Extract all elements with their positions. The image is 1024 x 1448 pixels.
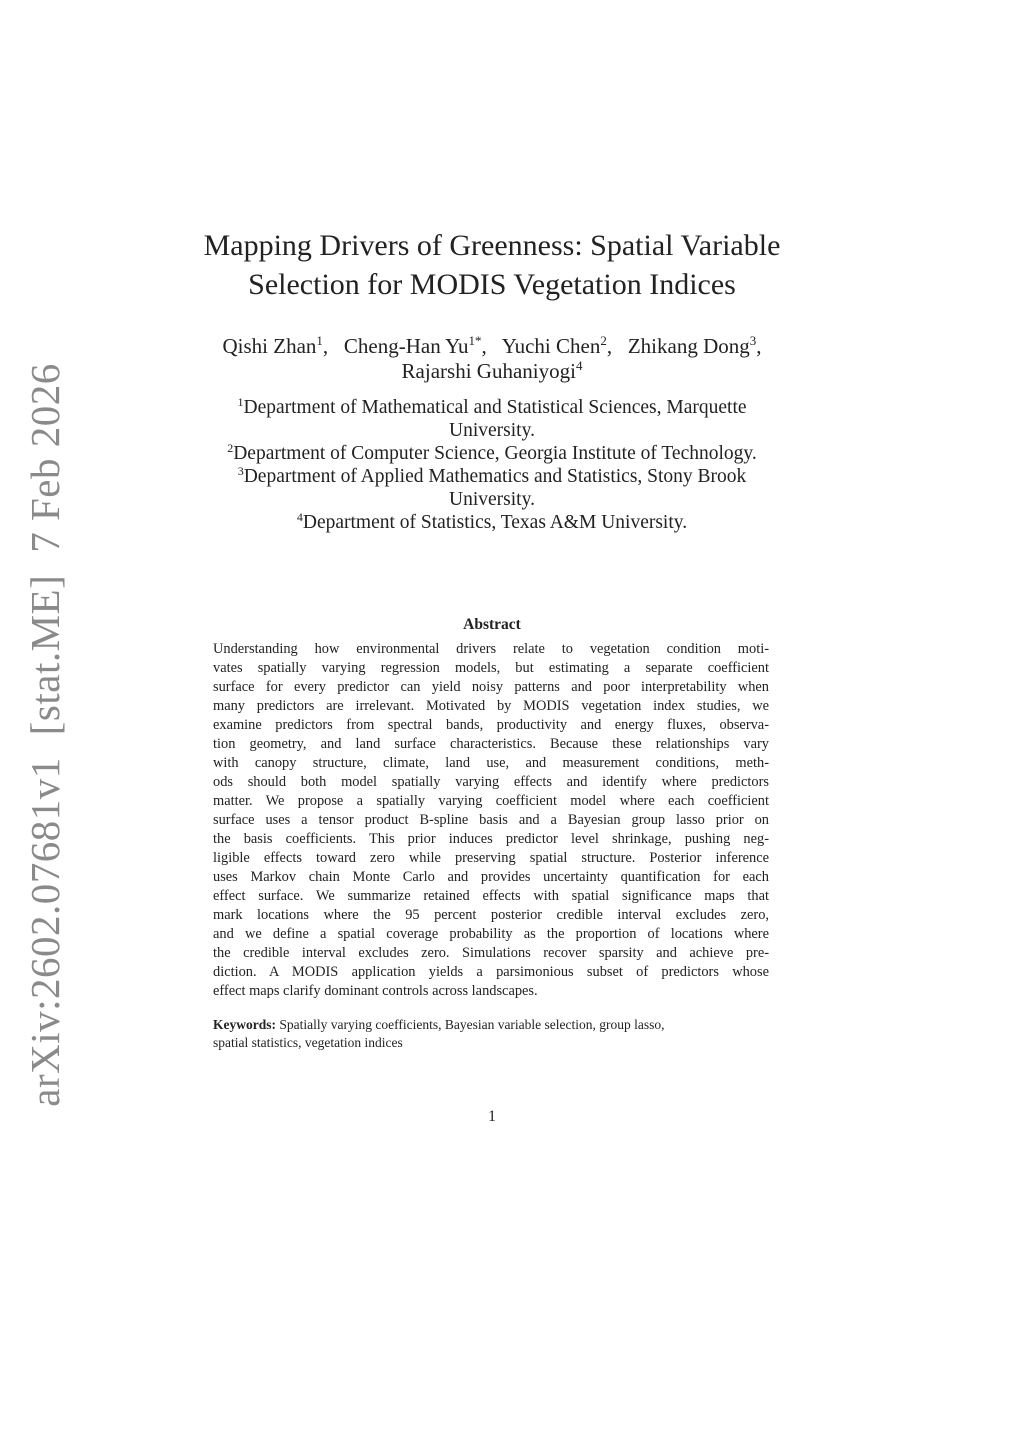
arxiv-stamp xyxy=(21,363,69,1107)
abstract-line: matter. We propose a spatially varying coefficient model where each coefficient xyxy=(213,793,769,809)
abstract-line: the basis coefficients. This prior induces predictor level shrinkage, pushing neg- xyxy=(213,831,769,847)
arxiv-category: [stat.ME] xyxy=(22,574,68,736)
abstract-line: with canopy structure, climate, land use, and measurement conditions, meth- xyxy=(213,755,769,771)
author-separator: , xyxy=(606,334,613,358)
abstract-line: effect surface. We summarize retained effects with spatial significance maps that xyxy=(213,888,769,904)
author-separator: , xyxy=(481,334,487,358)
author-marker: 4 xyxy=(575,358,583,373)
affiliation-marker: 3 xyxy=(237,464,244,478)
arxiv-date: 7 Feb 2026 xyxy=(22,363,68,553)
affiliation-text: Department of Mathematical and Statistical Sciences, Marquette xyxy=(243,397,747,418)
author-name: Zhikang Dong xyxy=(627,334,750,358)
author-name: Qishi Zhan xyxy=(222,334,317,358)
abstract-line: many predictors are irrelevant. Motivated by MODIS vegetation index studies, we xyxy=(213,698,769,714)
author-marker: 3 xyxy=(749,333,757,348)
keywords-line: spatial statistics, vegetation indices xyxy=(213,1035,403,1050)
abstract-line: surface uses a tensor product B-spline basis and a Bayesian group lasso prior on xyxy=(213,812,769,828)
affiliation-marker: 1 xyxy=(237,395,244,409)
affiliation-text: Department of Applied Mathematics and Statistics, Stony Brook xyxy=(243,466,747,487)
paper-title xyxy=(192,226,792,304)
author-line xyxy=(192,359,792,384)
author-name: Yuchi Chen xyxy=(501,334,601,358)
affiliation-marker: 2 xyxy=(227,441,234,455)
author-separator: , xyxy=(322,334,329,358)
author-marker: 1 xyxy=(316,333,323,348)
affiliation xyxy=(192,511,792,534)
affiliation-continuation: University. xyxy=(449,489,535,510)
abstract-line: surface for every predictor can yield noisy patterns and poor interpretability when xyxy=(213,679,769,695)
affiliation xyxy=(192,465,792,488)
affiliation xyxy=(192,442,792,465)
abstract-line: tion geometry, and land surface characteristics. Because these relationships vary xyxy=(213,736,769,752)
page-number: 1 xyxy=(488,1108,496,1125)
abstract-heading: Abstract xyxy=(463,616,521,633)
title-line: Selection for MODIS Vegetation Indices xyxy=(248,268,736,301)
title-line: Mapping Drivers of Greenness: Spatial Variable xyxy=(203,229,781,262)
author-marker: 1* xyxy=(468,333,482,348)
author xyxy=(223,334,329,358)
abstract-line: ods should both model spatially varying effects and identify where predictors xyxy=(213,774,769,790)
keywords-text: Spatially varying coefficients, Bayesian variable selection, group lasso, xyxy=(279,1017,665,1032)
affiliation-continuation: University. xyxy=(449,420,535,441)
affiliation-list xyxy=(192,396,792,534)
affiliation xyxy=(192,396,792,419)
abstract-line: ligible effects toward zero while preserving spatial structure. Posterior inference xyxy=(213,850,769,866)
author-list xyxy=(192,334,792,384)
affiliation-marker: 4 xyxy=(296,510,303,524)
author xyxy=(628,334,762,358)
affiliation-text: Department of Statistics, Texas A&M University. xyxy=(302,512,688,533)
abstract-line: uses Markov chain Monte Carlo and provides uncertainty quantification for each xyxy=(213,869,769,885)
abstract-line: the credible interval excludes zero. Simulations recover sparsity and achieve pre- xyxy=(213,945,769,961)
author-marker: 2 xyxy=(600,333,607,348)
abstract-line: Understanding how environmental drivers relate to vegetation condition moti- xyxy=(213,641,769,657)
arxiv-identifier: arXiv:2602.07681v1 xyxy=(22,757,68,1107)
keywords xyxy=(213,1016,769,1052)
author xyxy=(402,359,583,383)
affiliation-text: Department of Computer Science, Georgia Institute of Technology. xyxy=(233,443,757,464)
abstract-line: examine predictors from spectral bands, productivity and energy fluxes, observa- xyxy=(213,717,769,733)
abstract-line: effect maps clarify dominant controls across landscapes. xyxy=(213,983,538,999)
abstract-body xyxy=(213,640,769,1001)
keywords-line xyxy=(213,1016,769,1034)
author xyxy=(344,334,487,358)
author-separator: , xyxy=(756,334,762,358)
author-name: Cheng-Han Yu xyxy=(343,334,469,358)
author-name: Rajarshi Guhaniyogi xyxy=(401,359,576,383)
abstract-line: vates spatially varying regression models, but estimating a separate coefficient xyxy=(213,660,769,676)
author-line xyxy=(192,334,792,359)
keywords-label: Keywords: xyxy=(213,1017,276,1032)
abstract-line: and we define a spatial coverage probability as the proportion of locations where xyxy=(213,926,769,942)
author xyxy=(502,334,612,358)
abstract-line: diction. A MODIS application yields a parsimonious subset of predictors whose xyxy=(213,964,769,980)
abstract-line: mark locations where the 95 percent posterior credible interval excludes zero, xyxy=(213,907,769,923)
